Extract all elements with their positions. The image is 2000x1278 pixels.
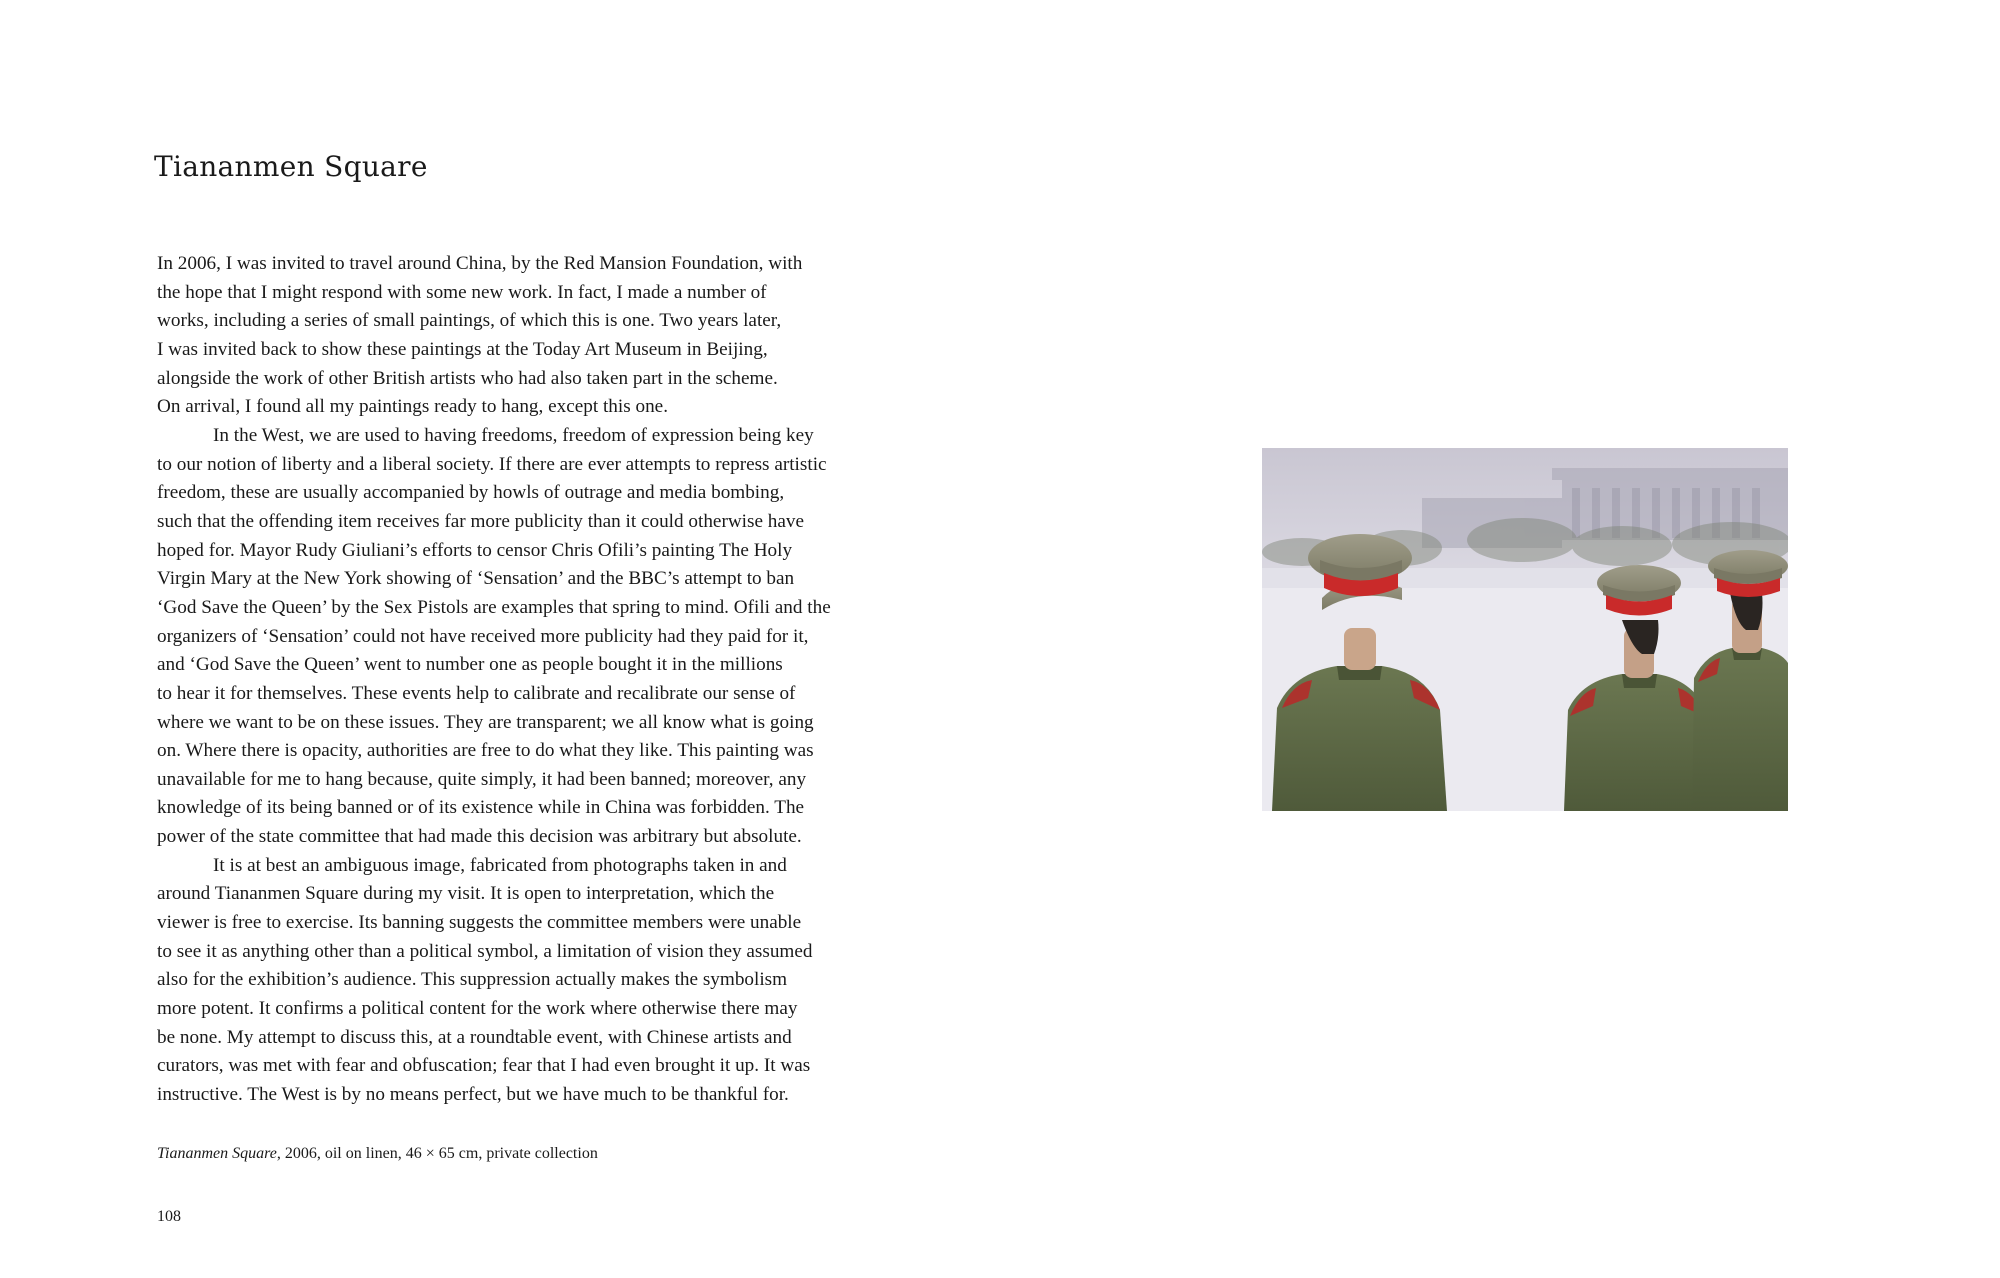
caption-details: , 2006, oil on linen, 46 × 65 cm, private collection — [276, 1145, 598, 1162]
text-line: viewer is free to exercise. Its banning suggests the committee members were unable — [157, 912, 802, 934]
text-line: around Tiananmen Square during my visit. It is open to interpretation, which the — [157, 883, 775, 905]
page-number: 108 — [157, 1208, 181, 1225]
text-line: to see it as anything other than a political symbol, a limitation of vision they assumed — [157, 940, 813, 962]
text-line: alongside the work of other British artists who had also taken part in the scheme. — [157, 367, 778, 389]
paragraph-1 — [157, 250, 837, 422]
text-line: I was invited back to show these paintings at the Today Art Museum in Beijing, — [157, 338, 768, 360]
paragraph-3 — [157, 852, 837, 1110]
text-line: more potent. It confirms a political content for the work where otherwise there may — [157, 998, 798, 1020]
figure-caption — [157, 1145, 598, 1163]
text-line: In 2006, I was invited to travel around China, by the Red Mansion Foundation, with — [157, 253, 803, 274]
text-line: also for the exhibition’s audience. This suppression actually makes the symbolism — [157, 969, 788, 991]
text-line: On arrival, I found all my paintings ready to hang, except this one. — [157, 396, 668, 418]
text-line: where we want to be on these issues. They are transparent; we all know what is going — [157, 711, 814, 733]
text-line: ‘God Save the Queen’ by the Sex Pistols are examples that spring to mind. Ofili and the — [157, 596, 831, 618]
caption-title: Tiananmen Square — [157, 1145, 277, 1162]
text-line: works, including a series of small paintings, of which this is one. Two years later, — [157, 310, 782, 332]
text-line: unavailable for me to hang because, quite simply, it had been banned; moreover, any — [157, 768, 807, 790]
text-line: curators, was met with fear and obfuscation; fear that I had even brought it up. It was — [157, 1055, 811, 1077]
text-line: power of the state committee that had made this decision was arbitrary but absolute. — [157, 826, 802, 848]
text-line: be none. My attempt to discuss this, at a roundtable event, with Chinese artists and — [157, 1026, 792, 1048]
text-line: on. Where there is opacity, authorities are free to do what they like. This painting was — [157, 740, 814, 762]
painting-image — [1262, 448, 1788, 811]
painting-illustration — [1262, 448, 1788, 811]
text-line: hoped for. Mayor Rudy Giuliani’s efforts to censor Chris Ofili’s painting The Holy — [157, 539, 793, 561]
text-line: It is at best an ambiguous image, fabricated from photographs taken in and — [213, 854, 787, 876]
paragraph-2 — [157, 422, 837, 852]
text-line: knowledge of its being banned or of its existence while in China was forbidden. The — [157, 797, 805, 819]
text-line: and ‘God Save the Queen’ went to number one as people bought it in the millions — [157, 654, 783, 676]
body-text — [157, 250, 837, 1110]
text-line: instructive. The West is by no means perfect, but we have much to be thankful for. — [157, 1084, 789, 1106]
text-line: the hope that I might respond with some new work. In fact, I made a number of — [157, 281, 767, 303]
text-line: freedom, these are usually accompanied by howls of outrage and media bombing, — [157, 482, 785, 504]
text-line: Virgin Mary at the New York showing of ‘Sensation’ and the BBC’s attempt to ban — [157, 568, 795, 590]
page-title: Tiananmen Square — [154, 150, 428, 183]
text-line: to hear it for themselves. These events help to calibrate and recalibrate our sense of — [157, 682, 796, 704]
text-line: to our notion of liberty and a liberal society. If there are ever attempts to repress artistic — [157, 453, 827, 475]
text-line: such that the offending item receives far more publicity than it could otherwise have — [157, 510, 805, 532]
text-line: organizers of ‘Sensation’ could not have received more publicity had they paid for it, — [157, 625, 809, 647]
text-line: In the West, we are used to having freedoms, freedom of expression being key — [213, 424, 814, 446]
